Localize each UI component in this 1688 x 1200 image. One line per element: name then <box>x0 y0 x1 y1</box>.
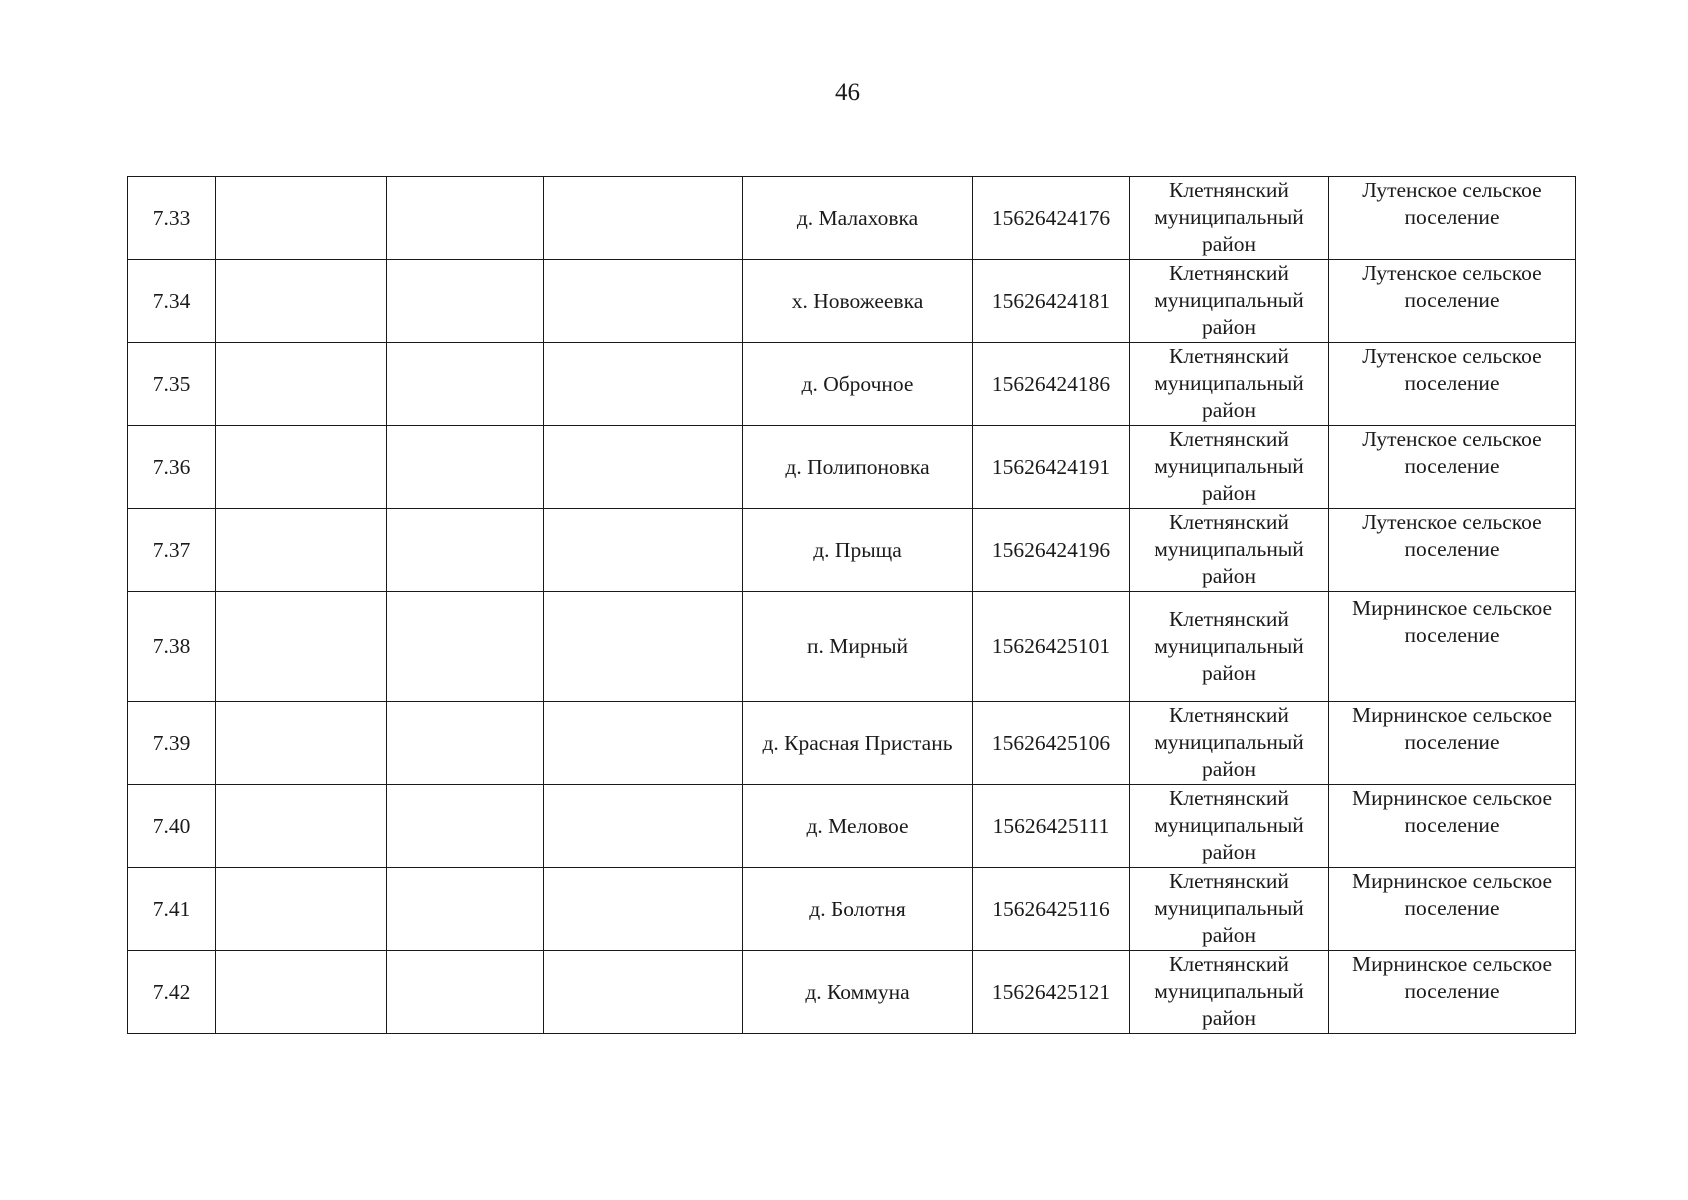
empty-cell <box>387 509 544 592</box>
district-cell: Клетнянский муниципальный район <box>1130 951 1329 1034</box>
settlements-table <box>127 176 1576 1034</box>
table-row <box>128 868 1576 951</box>
oktmo-code-cell: 15626425101 <box>973 592 1130 702</box>
table-row <box>128 951 1576 1034</box>
row-number-cell: 7.36 <box>128 426 216 509</box>
district-cell: Клетнянский муниципальный район <box>1130 260 1329 343</box>
district-cell: Клетнянский муниципальный район <box>1130 509 1329 592</box>
empty-cell <box>387 702 544 785</box>
locality-cell: п. Мирный <box>743 592 973 702</box>
locality-cell: д. Коммуна <box>743 951 973 1034</box>
empty-cell <box>387 343 544 426</box>
table-row <box>128 509 1576 592</box>
empty-cell <box>216 785 387 868</box>
table-body <box>128 177 1576 1034</box>
empty-cell <box>544 426 743 509</box>
settlement-cell: Лутенское сельское поселение <box>1329 343 1576 426</box>
empty-cell <box>216 426 387 509</box>
settlement-cell: Мирнинское сельское поселение <box>1329 868 1576 951</box>
row-number-cell: 7.38 <box>128 592 216 702</box>
row-number-cell: 7.42 <box>128 951 216 1034</box>
empty-cell <box>544 509 743 592</box>
empty-cell <box>216 343 387 426</box>
district-cell: Клетнянский муниципальный район <box>1130 868 1329 951</box>
empty-cell <box>216 951 387 1034</box>
table-row <box>128 426 1576 509</box>
district-cell: Клетнянский муниципальный район <box>1130 702 1329 785</box>
table-row <box>128 177 1576 260</box>
oktmo-code-cell: 15626425106 <box>973 702 1130 785</box>
oktmo-code-cell: 15626425121 <box>973 951 1130 1034</box>
district-cell: Клетнянский муниципальный район <box>1130 343 1329 426</box>
empty-cell <box>544 702 743 785</box>
locality-cell: д. Красная Пристань <box>743 702 973 785</box>
empty-cell <box>387 426 544 509</box>
settlement-cell: Лутенское сельское поселение <box>1329 509 1576 592</box>
row-number-cell: 7.37 <box>128 509 216 592</box>
table-row <box>128 260 1576 343</box>
empty-cell <box>544 592 743 702</box>
row-number-cell: 7.41 <box>128 868 216 951</box>
empty-cell <box>387 868 544 951</box>
empty-cell <box>544 951 743 1034</box>
settlement-cell: Лутенское сельское поселение <box>1329 260 1576 343</box>
locality-cell: д. Меловое <box>743 785 973 868</box>
table-row <box>128 702 1576 785</box>
settlement-cell: Мирнинское сельское поселение <box>1329 951 1576 1034</box>
empty-cell <box>387 951 544 1034</box>
empty-cell <box>544 785 743 868</box>
settlement-cell: Лутенское сельское поселение <box>1329 177 1576 260</box>
district-cell: Клетнянский муниципальный район <box>1130 785 1329 868</box>
row-number-cell: 7.33 <box>128 177 216 260</box>
settlement-cell: Лутенское сельское поселение <box>1329 426 1576 509</box>
locality-cell: д. Полипоновка <box>743 426 973 509</box>
empty-cell <box>544 343 743 426</box>
locality-cell: д. Оброчное <box>743 343 973 426</box>
oktmo-code-cell: 15626425116 <box>973 868 1130 951</box>
oktmo-code-cell: 15626424176 <box>973 177 1130 260</box>
oktmo-code-cell: 15626424196 <box>973 509 1130 592</box>
empty-cell <box>216 592 387 702</box>
district-cell: Клетнянский муниципальный район <box>1130 177 1329 260</box>
locality-cell: д. Малаховка <box>743 177 973 260</box>
district-cell: Клетнянский муниципальный район <box>1130 426 1329 509</box>
locality-cell: д. Болотня <box>743 868 973 951</box>
locality-cell: х. Новожеевка <box>743 260 973 343</box>
oktmo-code-cell: 15626424191 <box>973 426 1130 509</box>
empty-cell <box>387 785 544 868</box>
empty-cell <box>387 592 544 702</box>
row-number-cell: 7.34 <box>128 260 216 343</box>
empty-cell <box>216 177 387 260</box>
row-number-cell: 7.40 <box>128 785 216 868</box>
empty-cell <box>216 509 387 592</box>
oktmo-code-cell: 15626425111 <box>973 785 1130 868</box>
row-number-cell: 7.39 <box>128 702 216 785</box>
empty-cell <box>544 868 743 951</box>
oktmo-code-cell: 15626424186 <box>973 343 1130 426</box>
oktmo-code-cell: 15626424181 <box>973 260 1130 343</box>
table-row <box>128 785 1576 868</box>
empty-cell <box>544 177 743 260</box>
empty-cell <box>387 260 544 343</box>
empty-cell <box>216 868 387 951</box>
row-number-cell: 7.35 <box>128 343 216 426</box>
settlement-cell: Мирнинское сельское поселение <box>1329 785 1576 868</box>
page-number: 46 <box>835 79 860 106</box>
empty-cell <box>544 260 743 343</box>
table-row <box>128 343 1576 426</box>
empty-cell <box>216 260 387 343</box>
empty-cell <box>387 177 544 260</box>
settlement-cell: Мирнинское сельское поселение <box>1329 592 1576 702</box>
empty-cell <box>216 702 387 785</box>
district-cell: Клетнянский муниципальный район <box>1130 592 1329 702</box>
locality-cell: д. Прыща <box>743 509 973 592</box>
table-row <box>128 592 1576 702</box>
settlement-cell: Мирнинское сельское поселение <box>1329 702 1576 785</box>
